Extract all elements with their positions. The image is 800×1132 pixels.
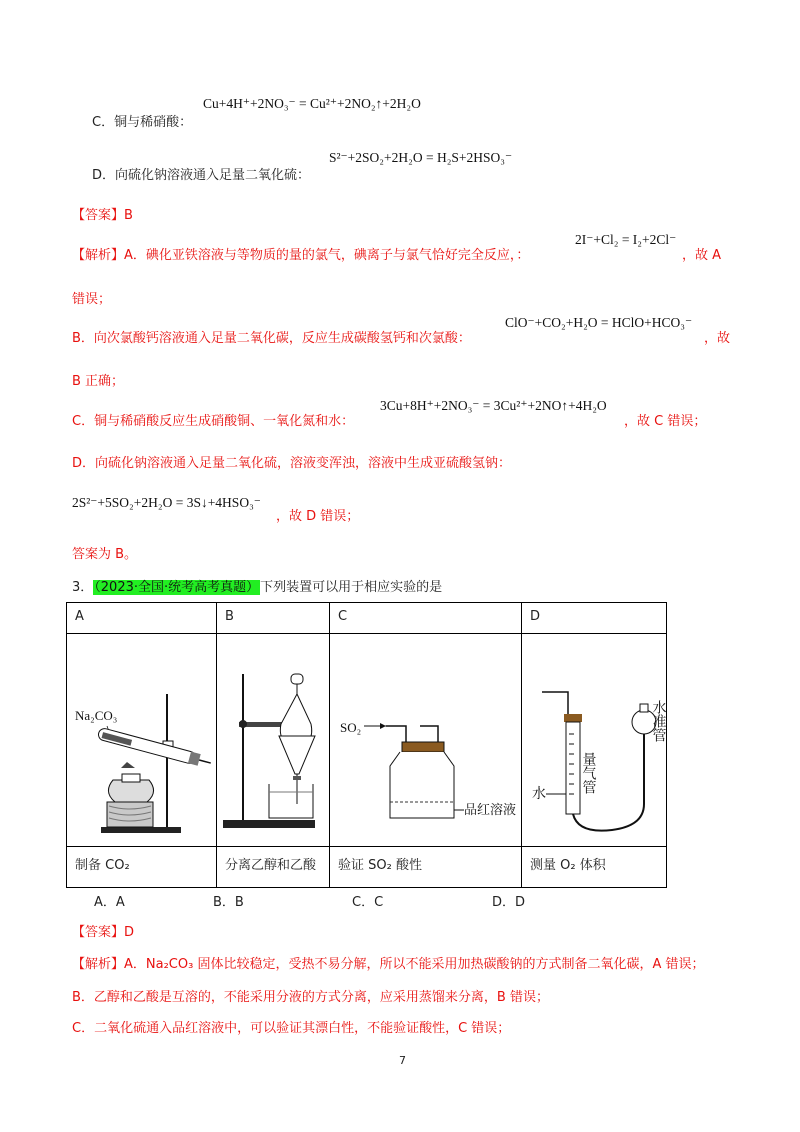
analysis-b-wrap: B 正确；: [72, 374, 125, 389]
option-d-label: D．向硫化钠溶液通入足量二氧化硫：: [92, 168, 311, 183]
figure-b-cell: [217, 634, 330, 847]
analysis-a-text: 【解析】A．碘化亚铁溶液与等物质的量的氯气，碘离子与氯气恰好完全反应，：: [72, 248, 530, 263]
so2-label: SO₂: [340, 720, 362, 735]
option-c-formula: Cu+4H⁺+2NO₃⁻ = Cu²⁺+2NO₂↑+2H₂O: [203, 96, 421, 111]
heating-apparatus-figure: [67, 634, 216, 842]
caption-c: 验证 SO₂ 酸性: [330, 847, 522, 888]
header-c: C: [330, 603, 522, 634]
figure-d-cell: [522, 634, 667, 847]
gas-burette-figure: [522, 634, 666, 842]
analysis-d-tail: ，故 D 错误；: [276, 509, 360, 524]
analysis-c-formula: 3Cu+8H⁺+2NO₃⁻ = 3Cu²⁺+2NO↑+4H₂O: [380, 398, 607, 413]
analysis2-c: C．二氧化硫通入品红溶液中，可以验证其漂白性，不能验证酸性，C 错误；: [72, 1021, 511, 1036]
liangqiguan-label: 量气管: [580, 752, 596, 794]
analysis-c-text: C．铜与稀硝酸反应生成硝酸铜、一氧化氮和水：: [72, 414, 355, 429]
choice-b[interactable]: B．B: [213, 895, 244, 910]
analysis-c-tail: ，故 C 错误；: [624, 414, 707, 429]
analysis-conclusion: 答案为 B。: [72, 547, 138, 562]
question-source-badge: （2023·全国·统考高考真题）: [94, 580, 260, 595]
analysis-a-tail: ，故 A: [682, 248, 722, 263]
analysis2-b: B．乙醇和乙酸是互溶的，不能采用分液的方式分离，应采用蒸馏来分离，B 错误；: [72, 990, 549, 1005]
question-number: 3．: [72, 580, 94, 595]
choice-c[interactable]: C．C: [352, 895, 384, 910]
analysis-a-formula: 2I⁻+Cl₂ = I₂+2Cl⁻: [575, 232, 677, 247]
choice-a[interactable]: A．A: [94, 895, 125, 910]
analysis-d-formula: 2S²⁻+5SO₂+2H₂O = 3S↓+4HSO₃⁻: [72, 495, 261, 510]
shuizhunguan-label: 水准管: [650, 700, 666, 742]
na2co3-label: Na₂CO₃: [75, 708, 118, 723]
caption-d: 测量 O₂ 体积: [522, 847, 667, 888]
caption-a: 制备 CO₂: [67, 847, 217, 888]
answer2-label: 【答案】D: [72, 925, 135, 940]
apparatus-table: [66, 602, 667, 888]
gas-washing-bottle-figure: [330, 634, 516, 842]
caption-b: 分离乙醇和乙酸: [217, 847, 330, 888]
analysis-a-wrap: 错误；: [72, 292, 112, 307]
water-label: 水: [532, 787, 546, 802]
analysis-b-formula: ClO⁻+CO₂+H₂O = HClO+HCO₃⁻: [505, 315, 693, 330]
option-c-label: C．铜与稀硝酸：: [92, 115, 193, 130]
pinhong-label: 品红溶液: [464, 802, 517, 817]
page-number: 7: [399, 1054, 406, 1067]
figure-a-cell: [67, 634, 217, 847]
analysis-b-tail: ，故: [704, 331, 731, 346]
header-b: B: [217, 603, 330, 634]
figure-c-cell: [330, 634, 522, 847]
answer-label: 【答案】B: [72, 208, 133, 223]
analysis-b-text: B．向次氯酸钙溶液通入足量二氧化碳，反应生成碳酸氢钙和次氯酸：: [72, 331, 471, 346]
analysis-d-text: D．向硫化钠溶液通入足量二氧化硫，溶液变浑浊，溶液中生成亚硫酸氢钠：: [72, 456, 512, 471]
question-stem: 下列装置可以用于相应实验的是: [260, 580, 443, 595]
analysis2-a: 【解析】A．Na₂CO₃ 固体比较稳定，受热不易分解，所以不能采用加热碳酸钠的方式制备二氧化碳，A 错误；: [72, 957, 705, 972]
header-d: D: [522, 603, 667, 634]
choice-d[interactable]: D．D: [492, 895, 526, 910]
question-3: [72, 576, 442, 595]
option-d-formula: S²⁻+2SO₂+2H₂O = H₂S+2HSO₃⁻: [329, 150, 513, 165]
header-a: A: [67, 603, 217, 634]
separatory-funnel-figure: [217, 634, 324, 842]
